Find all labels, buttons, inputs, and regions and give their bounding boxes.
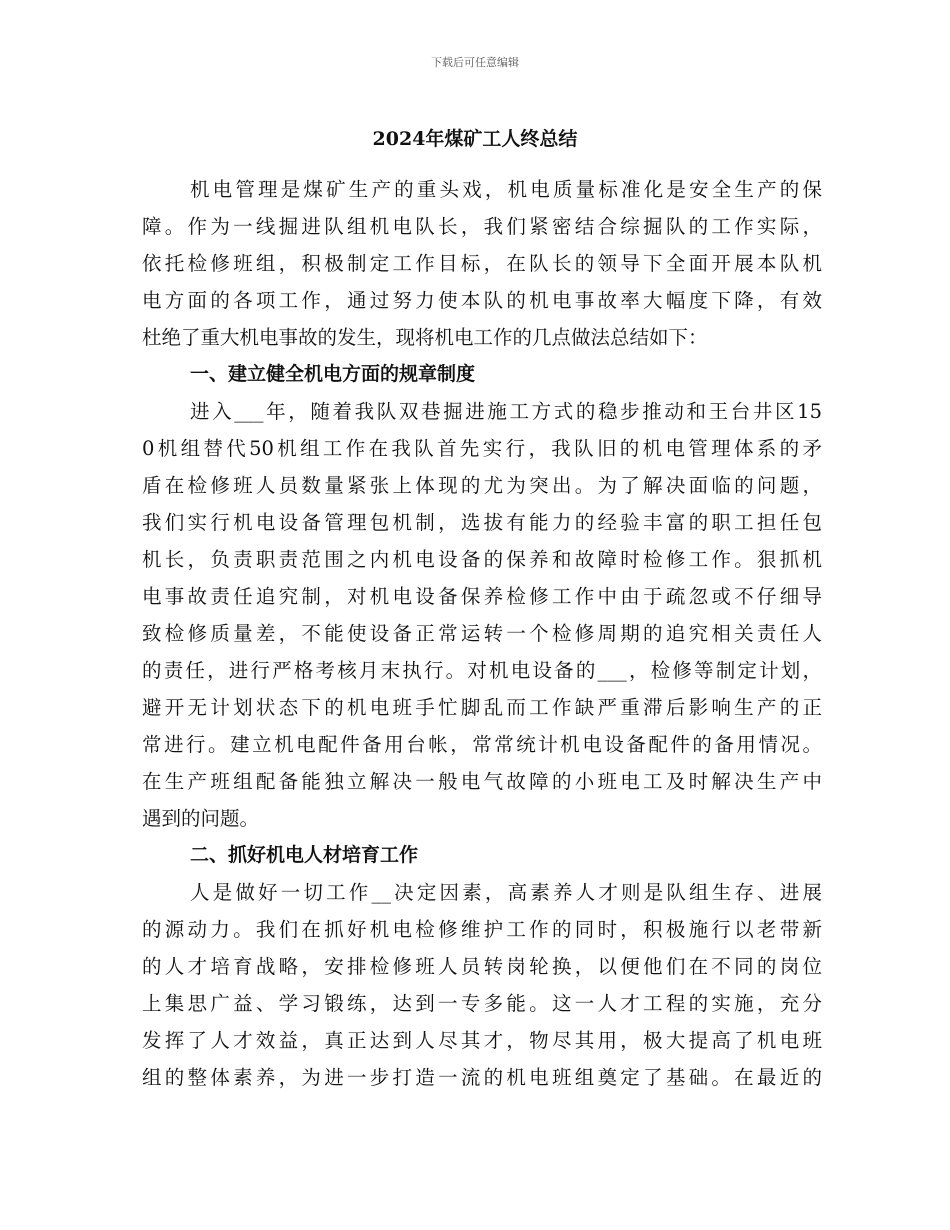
paragraph-line: 避开无计划状态下的机电班手忙脚乱而工作缺严重滞后影响生产的正 (142, 696, 822, 719)
paragraph-line: 常进行。建立机电配件备用台帐，常常统计机电设备配件的备用情况。 (142, 733, 822, 756)
paragraph-line: 障。作为一线掘进队组机电队长，我们紧密结合综掘队的工作实际， (142, 215, 822, 238)
paragraph-line: 上集思广益、学习锻练，达到一专多能。这一人才工程的实施，充分 (142, 992, 822, 1015)
section-heading: 二、抓好机电人材培育工作 (190, 844, 419, 866)
paragraph-line: 的责任，进行严格考核月末执行。对机电设备的___，检修等制定计划， (142, 659, 822, 682)
paragraph-line: 机长，负责职责范围之内机电设备的保养和故障时检修工作。狠抓机 (142, 548, 822, 571)
paragraph-line: 我们实行机电设备管理包机制，选拔有能力的经验丰富的职工担任包 (142, 511, 822, 534)
paragraph-line: 组的整体素养，为进一步打造一流的机电班组奠定了基础。在最近的 (142, 1066, 822, 1089)
paragraph-line: 的人才培育战略，安排检修班人员转岗轮换，以便他们在不同的岗位 (142, 955, 822, 978)
paragraph-line: 依托检修班组，积极制定工作目标，在队长的领导下全面开展本队机 (142, 252, 822, 275)
section-heading: 一、建立健全机电方面的规章制度 (190, 363, 476, 385)
paragraph-line: 杜绝了重大机电事故的发生，现将机电工作的几点做法总结如下： (142, 326, 708, 349)
paragraph-line: 发挥了人才效益，真正达到人尽其才，物尽其用，极大提高了机电班 (142, 1029, 822, 1052)
document-title: 2024年煤矿工人终总结 (372, 128, 578, 150)
paragraph-line: 的源动力。我们在抓好机电检修维护工作的同时，积极施行以老带新 (142, 918, 822, 941)
paragraph-line: 人是做好一切工作__决定因素，高素养人才则是队组生存、进展 (190, 881, 822, 904)
header-note: 下载后可任意编辑 (431, 56, 519, 69)
paragraph-line: 0机组替代50机组工作在我队首先实行，我队旧的机电管理体系的矛 (142, 437, 822, 460)
paragraph-line: 机电管理是煤矿生产的重头戏，机电质量标准化是安全生产的保 (190, 178, 822, 201)
paragraph-line: 在生产班组配备能独立解决一般电气故障的小班电工及时解决生产中 (142, 770, 822, 793)
paragraph-line: 电方面的各项工作，通过努力使本队的机电事故率大幅度下降，有效 (142, 289, 822, 312)
paragraph-line: 盾在检修班人员数量紧张上体现的尤为突出。为了解决面临的问题， (142, 474, 822, 497)
paragraph-line: 遇到的问题。 (142, 807, 260, 830)
paragraph-line: 致检修质量差，不能使设备正常运转一个检修周期的追究相关责任人 (142, 622, 822, 645)
paragraph-line: 进入___年，随着我队双巷掘进施工方式的稳步推动和王台井区15 (190, 400, 822, 423)
paragraph-line: 电事故责任追究制，对机电设备保养检修工作中由于疏忽或不仔细导 (142, 585, 822, 608)
